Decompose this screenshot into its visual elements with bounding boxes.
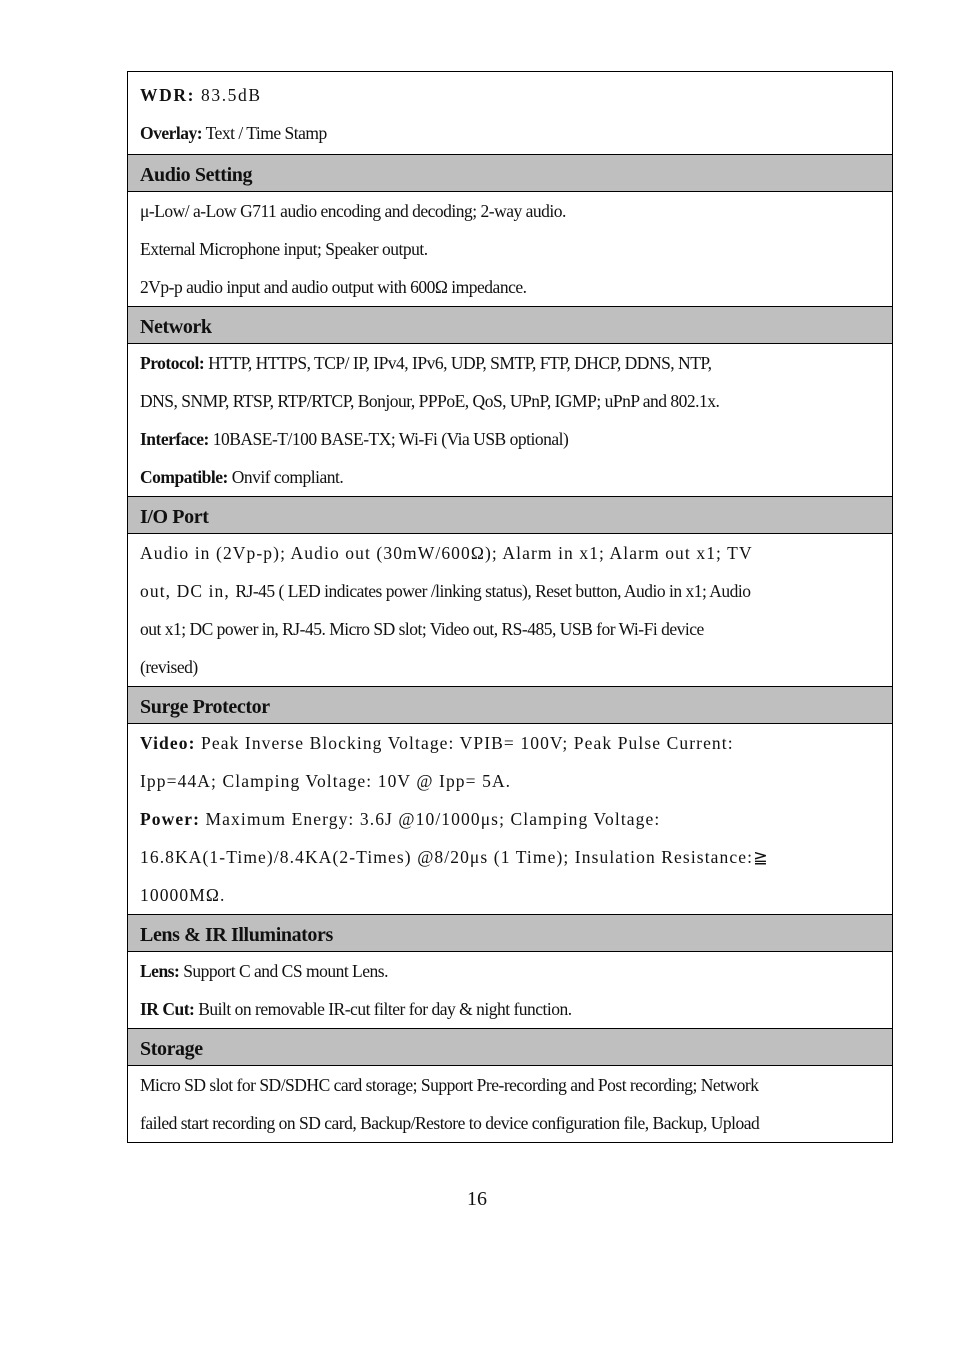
io-line-2 <box>140 572 880 610</box>
wdr-label: WDR: <box>140 85 196 105</box>
audio-line-3: 2Vp-p audio input and audio output with 600Ω impedance. <box>140 277 527 297</box>
ircut-line <box>140 990 880 1028</box>
io-line-2-start: out, DC in, <box>140 581 236 601</box>
io-line-4: (revised) <box>140 657 198 677</box>
video-label: Video: <box>140 733 196 753</box>
overlay-label: Overlay: <box>140 123 203 143</box>
video-line-2: Ipp=44A; Clamping Voltage: 10V @ Ipp= 5A. <box>140 771 512 791</box>
protocol-line-2: DNS, SNMP, RTSP, RTP/RTCP, Bonjour, PPPoE, QoS, UPnP, IGMP; uPnP and 802.1x. <box>140 391 720 411</box>
compatible-value: Onvif compliant. <box>227 467 344 487</box>
wdr-line <box>140 76 880 114</box>
overlay-line <box>140 114 880 152</box>
storage-body <box>128 1066 892 1142</box>
storage-line-1: Micro SD slot for SD/SDHC card storage; Support Pre-recording and Post recording; Network <box>140 1075 759 1095</box>
audio-setting-header: Audio Setting <box>128 154 892 192</box>
page-number: 16 <box>467 1188 487 1210</box>
interface-value: 10BASE-T/100 BASE-TX; Wi-Fi (Via USB optional) <box>208 429 569 449</box>
surge-protector-header: Surge Protector <box>128 686 892 724</box>
power-line-1 <box>140 800 880 838</box>
protocol-label: Protocol: <box>140 353 205 373</box>
lens-line <box>140 952 880 990</box>
ircut-label: IR Cut: <box>140 999 195 1019</box>
surge-protector-body <box>128 724 892 914</box>
lens-value: Support C and CS mount Lens. <box>179 961 388 981</box>
io-line-1: Audio in (2Vp-p); Audio out (30mW/600Ω); Alarm in x1; Alarm out x1; TV <box>140 543 753 563</box>
storage-line-2: failed start recording on SD card, Backup/Restore to device configuration file, Backup, Upload <box>140 1113 760 1133</box>
io-line-2-end: RJ-45 ( LED indicates power /linking status), Reset button, Audio in x1; Audio <box>235 581 751 601</box>
audio-line-2: External Microphone input; Speaker output. <box>140 239 428 259</box>
video-line-1 <box>140 724 880 762</box>
lens-ir-header: Lens & IR Illuminators <box>128 914 892 952</box>
io-port-header: I/O Port <box>128 496 892 534</box>
wdr-value: 83.5dB <box>195 85 262 105</box>
audio-setting-body <box>128 192 892 306</box>
io-port-body <box>128 534 892 686</box>
interface-label: Interface: <box>140 429 209 449</box>
compatible-line <box>140 458 880 496</box>
power-line-2: 16.8KA(1-Time)/8.4KA(2-Times) @8/20μs (1 Time); Insulation Resistance:≧ <box>140 847 769 867</box>
storage-header: Storage <box>128 1028 892 1066</box>
interface-line <box>140 420 880 458</box>
overlay-value: Text / Time Stamp <box>202 123 327 143</box>
video-value-1: Peak Inverse Blocking Voltage: VPIB= 100V; Peak Pulse Current: <box>195 733 734 753</box>
ircut-value: Built on removable IR-cut filter for day & night function. <box>194 999 572 1019</box>
audio-line-1: μ-Low/ a-Low G711 audio encoding and decoding; 2-way audio. <box>140 201 566 221</box>
protocol-line-1 <box>140 344 880 382</box>
power-line-3: 10000MΩ. <box>140 885 226 905</box>
lens-label: Lens: <box>140 961 180 981</box>
power-label: Power: <box>140 809 201 829</box>
io-line-3: out x1; DC power in, RJ-45. Micro SD slot; Video out, RS-485, USB for Wi-Fi device <box>140 619 704 639</box>
network-body <box>128 344 892 496</box>
network-header: Network <box>128 306 892 344</box>
top-section <box>128 72 892 154</box>
power-value-1: Maximum Energy: 3.6J @10/1000μs; Clamping Voltage: <box>200 809 661 829</box>
lens-ir-body <box>128 952 892 1028</box>
compatible-label: Compatible: <box>140 467 228 487</box>
protocol-value-1: HTTP, HTTPS, TCP/ IP, IPv4, IPv6, UDP, SMTP, FTP, DHCP, DDNS, NTP, <box>204 353 712 373</box>
spec-table <box>127 71 893 1143</box>
